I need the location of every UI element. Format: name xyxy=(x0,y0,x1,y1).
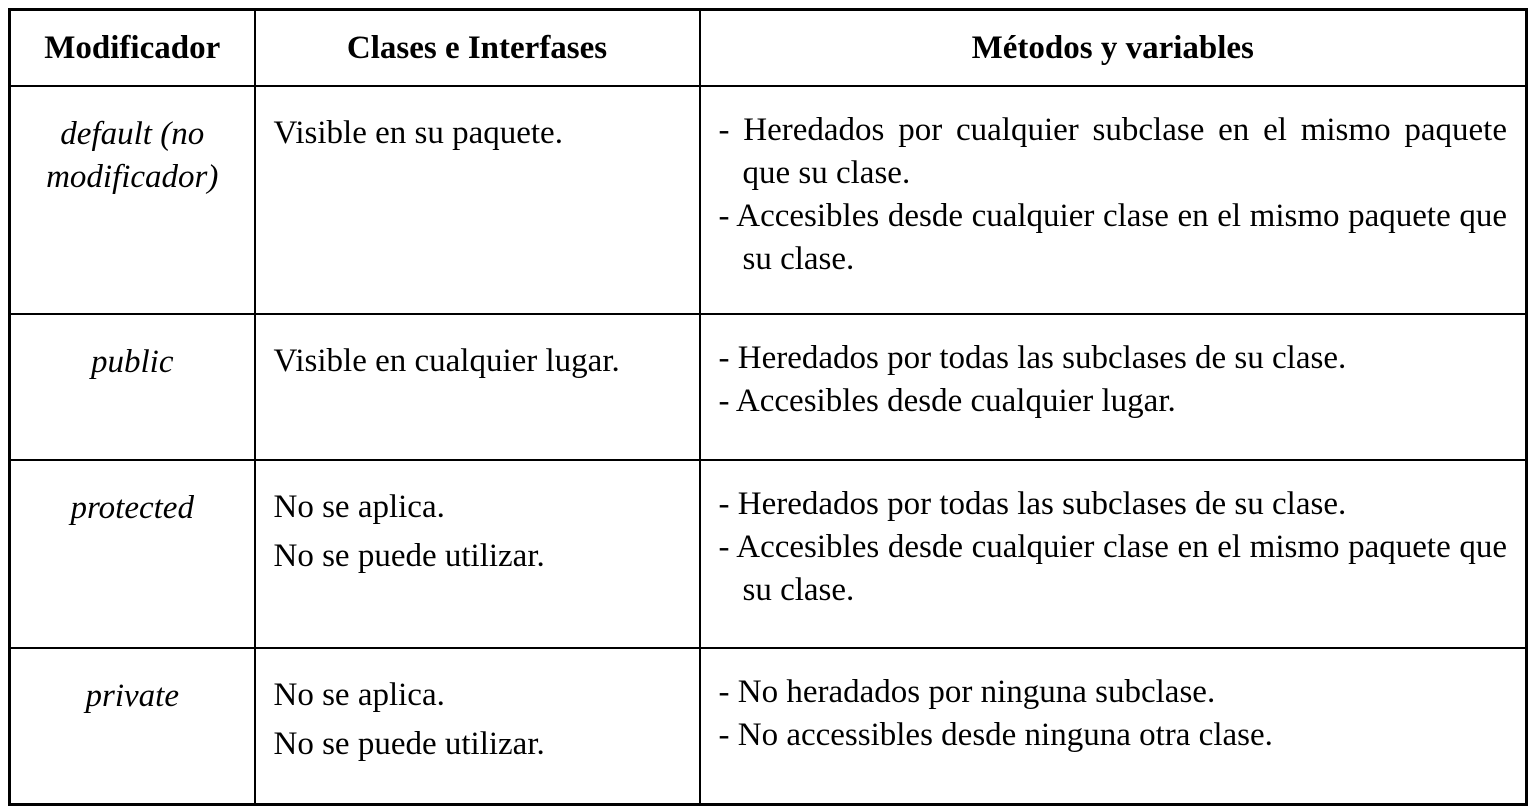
methods-cell xyxy=(700,648,1527,805)
methods-item: - Accesibles desde cualquier clase en el mismo paquete que su clase. xyxy=(718,198,1507,277)
classes-cell xyxy=(255,460,700,648)
methods-item: - No accessibles desde ninguna otra clase. xyxy=(718,717,1273,753)
methods-item: - Heredados por cualquier subclase en el mismo paquete que su clase. xyxy=(718,112,1507,191)
table-header-row xyxy=(10,10,1527,87)
classes-cell xyxy=(255,648,700,805)
methods-item: - Heredados por todas las subclases de su clase. xyxy=(718,340,1347,376)
table-row-default xyxy=(10,86,1527,314)
header-modifier: Modificador xyxy=(10,10,255,87)
classes-line: Visible en cualquier lugar. xyxy=(273,343,620,379)
classes-cell xyxy=(255,314,700,460)
methods-item: - Accesibles desde cualquier clase en el mismo paquete que su clase. xyxy=(718,529,1507,608)
classes-line: No se aplica. xyxy=(273,677,445,713)
modifier-cell: private xyxy=(10,648,255,805)
table-row-protected xyxy=(10,460,1527,648)
classes-cell xyxy=(255,86,700,314)
classes-line: Visible en su paquete. xyxy=(273,115,563,151)
classes-line: No se puede utilizar. xyxy=(273,538,545,574)
methods-item: - Accesibles desde cualquier lugar. xyxy=(718,383,1176,419)
classes-line: No se puede utilizar. xyxy=(273,726,545,762)
modifier-cell: protected xyxy=(10,460,255,648)
methods-cell xyxy=(700,86,1527,314)
access-modifiers-table xyxy=(8,8,1528,806)
header-methods-variables: Métodos y variables xyxy=(700,10,1527,87)
classes-line: No se aplica. xyxy=(273,489,445,525)
modifier-cell: public xyxy=(10,314,255,460)
methods-cell xyxy=(700,314,1527,460)
table-row-private xyxy=(10,648,1527,805)
header-classes-interfaces: Clases e Interfases xyxy=(255,10,700,87)
methods-item: - No heradados por ninguna subclase. xyxy=(718,674,1216,710)
methods-item: - Heredados por todas las subclases de su clase. xyxy=(718,486,1347,522)
methods-cell xyxy=(700,460,1527,648)
modifier-cell: default (no modificador) xyxy=(10,86,255,314)
table-row-public xyxy=(10,314,1527,460)
